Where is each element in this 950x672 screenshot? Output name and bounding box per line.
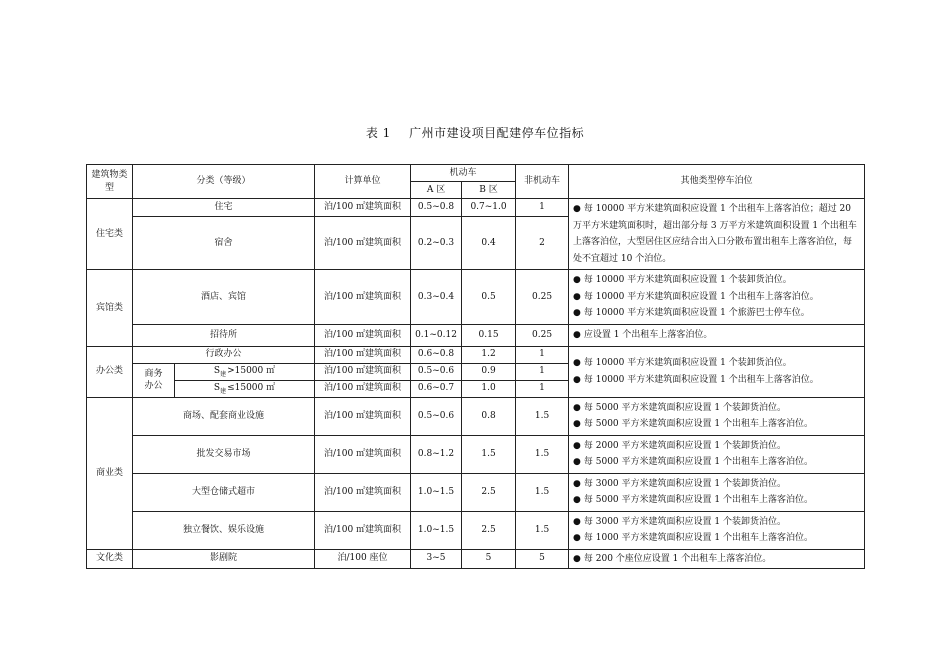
- table-row: [87, 346, 865, 363]
- zone-a-cell: 0.5~0.8: [411, 199, 462, 217]
- type-commercial: 商业类: [87, 397, 133, 549]
- other-cell: [569, 473, 865, 511]
- other-line: ● 每 5000 平方米建筑面积应设置 1 个出租车上落客泊位。: [573, 495, 813, 505]
- bullet-icon: ●: [573, 329, 581, 340]
- category-cell: $S_建>15000$ ㎡: [175, 363, 315, 380]
- zone-b-cell: 1.0: [462, 380, 516, 397]
- nonmotor-cell: 1.5: [516, 435, 569, 473]
- other-cell: [569, 199, 865, 270]
- nonmotor-cell: 1: [516, 380, 569, 397]
- zone-a-cell: 0.8~1.2: [411, 435, 462, 473]
- zone-a-cell: 1.0~1.5: [411, 473, 462, 511]
- zone-b-cell: 2.5: [462, 473, 516, 511]
- zone-a-cell: 0.1~0.12: [411, 324, 462, 346]
- other-line: ● 应设置 1 个出租车上落客泊位。: [573, 329, 713, 340]
- table-row: [87, 511, 865, 549]
- type-office: 办公类: [87, 346, 133, 397]
- other-line: ● 每 10000 平方米建筑面积应设置 1 个出租车上落客泊位。: [573, 291, 819, 302]
- bullet-icon: ●: [573, 402, 581, 413]
- other-line: ● 每 5000 平方米建筑面积应设置 1 个出租车上落客泊位。: [573, 419, 813, 429]
- zone-a-cell: 0.6~0.7: [411, 380, 462, 397]
- other-cell: [569, 511, 865, 549]
- table-row: [87, 324, 865, 346]
- unit-cell: 泊/100 ㎡建筑面积: [315, 435, 411, 473]
- table-title-text: 广州市建设项目配建停车位指标: [409, 126, 585, 140]
- nonmotor-cell: 5: [516, 549, 569, 568]
- header-other: 其他类型停车泊位: [569, 165, 865, 199]
- zone-b-cell: 0.9: [462, 363, 516, 380]
- category-cell: 大型仓储式超市: [133, 473, 315, 511]
- category-cell: 招待所: [133, 324, 315, 346]
- type-hotel: 宾馆类: [87, 270, 133, 347]
- other-cell: [569, 324, 865, 346]
- other-line: ● 每 10000 平方米建筑面积应设置 1 个出租车上落客泊位。: [573, 374, 819, 385]
- unit-cell: 泊/100 ㎡建筑面积: [315, 199, 411, 217]
- zone-a-cell: 1.0~1.5: [411, 511, 462, 549]
- unit-cell: 泊/100 ㎡建筑面积: [315, 216, 411, 269]
- unit-cell: 泊/100 座位: [315, 549, 411, 568]
- header-zone-a: A 区: [411, 182, 462, 199]
- zone-b-cell: 2.5: [462, 511, 516, 549]
- zone-a-cell: 0.2~0.3: [411, 216, 462, 269]
- other-cell: [569, 270, 865, 325]
- header-building-type: 建筑物类型: [87, 165, 133, 199]
- category-cell: 影剧院: [133, 549, 315, 568]
- table-row: [87, 549, 865, 568]
- nonmotor-cell: 0.25: [516, 270, 569, 325]
- bullet-icon: ●: [573, 358, 581, 368]
- other-line: ● 每 5000 平方米建筑面积应设置 1 个出租车上落客泊位。: [573, 457, 813, 467]
- category-cell: 住宅: [133, 199, 315, 217]
- nonmotor-cell: 2: [516, 216, 569, 269]
- unit-cell: 泊/100 ㎡建筑面积: [315, 380, 411, 397]
- category-cell: 独立餐饮、娱乐设施: [133, 511, 315, 549]
- zone-a-cell: 0.6~0.8: [411, 346, 462, 363]
- zone-b-cell: 1.5: [462, 435, 516, 473]
- other-line: ● 每 10000 平方米建筑面积应设置 1 个出租车上落客泊位；超过 20 万平方米建筑面积时，超出部分每 3 万平方米建筑面积设置 1 个出租车上落客泊位，大型居住区应结合出入口分散布置出租车上落客泊位，每处不宜超过 10 个泊位。: [573, 204, 857, 264]
- category-cell: $S_建\le 15000$ ㎡: [175, 380, 315, 397]
- header-row-1: [87, 165, 865, 182]
- zone-b-cell: 5: [462, 549, 516, 568]
- bullet-icon: ●: [573, 516, 581, 527]
- zone-a-cell: 0.5~0.6: [411, 397, 462, 435]
- header-category: 分类（等级）: [133, 165, 315, 199]
- unit-cell: 泊/100 ㎡建筑面积: [315, 511, 411, 549]
- zone-b-cell: 1.2: [462, 346, 516, 363]
- zone-b-cell: 0.7~1.0: [462, 199, 516, 217]
- nonmotor-cell: 1.5: [516, 511, 569, 549]
- other-cell: [569, 549, 865, 568]
- business-office-label: 商务 办公: [133, 363, 175, 397]
- header-unit: 计算单位: [315, 165, 411, 199]
- other-line: ● 每 10000 平方米建筑面积应设置 1 个旅游巴士停车位。: [573, 308, 810, 318]
- other-line: ● 每 3000 平方米建筑面积应设置 1 个装卸货泊位。: [573, 478, 786, 489]
- zone-b-cell: 0.5: [462, 270, 516, 325]
- other-line: ● 每 1000 平方米建筑面积应设置 1 个出租车上落客泊位。: [573, 533, 813, 543]
- type-culture: 文化类: [87, 549, 133, 568]
- bullet-icon: ●: [573, 495, 581, 505]
- table-row: [87, 435, 865, 473]
- nonmotor-cell: 1.5: [516, 397, 569, 435]
- other-line: ● 每 200 个座位应设置 1 个出租车上落客泊位。: [573, 553, 772, 564]
- header-motor: 机动车: [411, 165, 516, 182]
- table-number: 表 1: [365, 126, 391, 140]
- zone-a-cell: 0.3~0.4: [411, 270, 462, 325]
- category-cell: 行政办公: [133, 346, 315, 363]
- bullet-icon: ●: [573, 457, 581, 467]
- header-zone-b: B 区: [462, 182, 516, 199]
- parking-standard-table: [86, 164, 865, 569]
- bullet-icon: ●: [573, 440, 581, 451]
- other-cell: [569, 435, 865, 473]
- category-cell: 酒店、宾馆: [133, 270, 315, 325]
- unit-cell: 泊/100 ㎡建筑面积: [315, 324, 411, 346]
- other-line: ● 每 10000 平方米建筑面积应设置 1 个装卸货泊位。: [573, 358, 792, 368]
- bullet-icon: ●: [573, 553, 581, 564]
- bullet-icon: ●: [573, 533, 581, 543]
- other-line: ● 每 5000 平方米建筑面积应设置 1 个装卸货泊位。: [573, 402, 786, 413]
- unit-cell: 泊/100 ㎡建筑面积: [315, 397, 411, 435]
- bullet-icon: ●: [573, 308, 581, 318]
- table-row: [87, 397, 865, 435]
- bullet-icon: ●: [573, 478, 581, 489]
- type-residential: 住宅类: [87, 199, 133, 270]
- table-row: [87, 473, 865, 511]
- nonmotor-cell: 0.25: [516, 324, 569, 346]
- other-line: ● 每 10000 平方米建筑面积应设置 1 个装卸货泊位。: [573, 275, 792, 285]
- bullet-icon: ●: [573, 419, 581, 429]
- zone-a-cell: 0.5~0.6: [411, 363, 462, 380]
- table-title: [0, 124, 950, 141]
- nonmotor-cell: 1: [516, 346, 569, 363]
- other-cell: [569, 346, 865, 397]
- zone-b-cell: 0.8: [462, 397, 516, 435]
- other-cell: [569, 397, 865, 435]
- nonmotor-cell: 1: [516, 199, 569, 217]
- bullet-icon: ●: [573, 204, 581, 214]
- other-line: ● 每 3000 平方米建筑面积应设置 1 个装卸货泊位。: [573, 516, 786, 527]
- nonmotor-cell: 1: [516, 363, 569, 380]
- table-row: [87, 270, 865, 325]
- other-line: ● 每 2000 平方米建筑面积应设置 1 个装卸货泊位。: [573, 440, 786, 451]
- bullet-icon: ●: [573, 291, 581, 302]
- unit-cell: 泊/100 ㎡建筑面积: [315, 363, 411, 380]
- category-cell: 商场、配套商业设施: [133, 397, 315, 435]
- zone-b-cell: 0.4: [462, 216, 516, 269]
- bullet-icon: ●: [573, 374, 581, 385]
- category-cell: 宿舍: [133, 216, 315, 269]
- header-nonmotor: 非机动车: [516, 165, 569, 199]
- zone-b-cell: 0.15: [462, 324, 516, 346]
- category-cell: 批发交易市场: [133, 435, 315, 473]
- unit-cell: 泊/100 ㎡建筑面积: [315, 346, 411, 363]
- table-row: [87, 199, 865, 217]
- unit-cell: 泊/100 ㎡建筑面积: [315, 473, 411, 511]
- unit-cell: 泊/100 ㎡建筑面积: [315, 270, 411, 325]
- bullet-icon: ●: [573, 275, 581, 285]
- nonmotor-cell: 1.5: [516, 473, 569, 511]
- zone-a-cell: 3~5: [411, 549, 462, 568]
